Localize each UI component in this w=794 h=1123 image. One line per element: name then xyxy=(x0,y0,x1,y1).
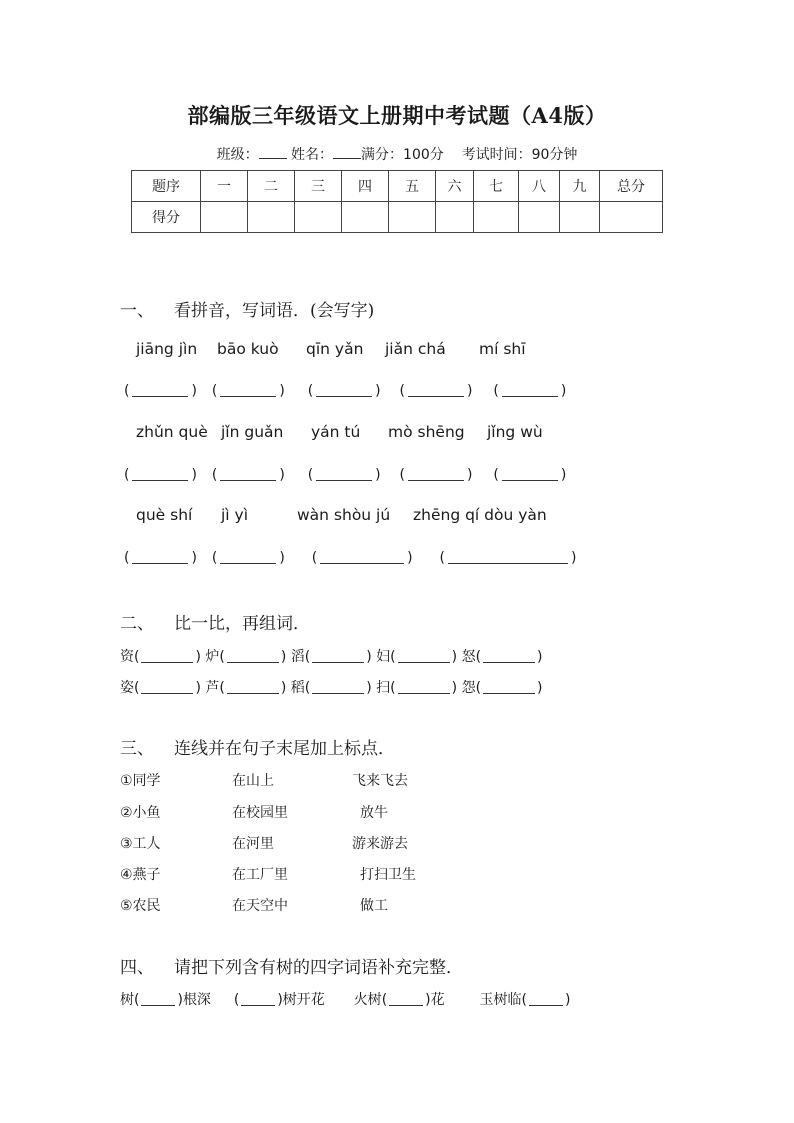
table-cell: 一 xyxy=(201,171,248,202)
idiom-item: 玉树临( ) xyxy=(479,992,571,1008)
answer-blank[interactable] xyxy=(227,648,279,663)
answer-blank[interactable]: ( ) xyxy=(399,467,473,483)
score-cell[interactable] xyxy=(436,202,474,233)
idiom-part: 火树 xyxy=(353,992,382,1008)
table-cell: 二 xyxy=(248,171,295,202)
idiom-item: 火树( )花 xyxy=(353,992,445,1008)
match-action[interactable]: 游来游去 xyxy=(352,836,408,852)
score-cell[interactable] xyxy=(519,202,560,233)
pinyin-item: wàn shòu jú xyxy=(297,506,391,524)
score-table-score-row xyxy=(132,202,663,233)
answer-blank[interactable] xyxy=(529,991,563,1006)
pinyin-item: zhǔn què xyxy=(136,423,208,441)
char: 炉 xyxy=(205,649,220,665)
answer-blank[interactable]: ( ) xyxy=(439,550,577,566)
match-action[interactable]: 做工 xyxy=(360,898,388,914)
table-cell: 五 xyxy=(389,171,436,202)
match-action[interactable]: 打扫卫生 xyxy=(360,867,416,883)
match-action[interactable]: 放牛 xyxy=(360,805,388,821)
answer-blank[interactable] xyxy=(312,648,364,663)
answer-blank[interactable] xyxy=(227,679,279,694)
section-heading: 比一比，再组词． xyxy=(174,614,310,634)
score-cell[interactable] xyxy=(600,202,663,233)
pinyin-item: jǐn guǎn xyxy=(221,423,284,441)
score-cell[interactable] xyxy=(560,202,600,233)
match-subject[interactable]: ④燕子 xyxy=(120,867,161,883)
char: 资 xyxy=(120,649,134,665)
idiom-item: ( )树开花 xyxy=(233,992,325,1008)
char: 怨 xyxy=(461,680,476,696)
table-cell: 三 xyxy=(295,171,342,202)
match-action[interactable]: 飞来飞去 xyxy=(352,773,408,789)
score-cell[interactable] xyxy=(248,202,295,233)
name-label: 姓名： xyxy=(291,147,334,163)
table-cell: 题序 xyxy=(132,171,201,202)
pinyin-item: jì yì xyxy=(221,506,249,524)
answer-blank[interactable] xyxy=(398,679,450,694)
answer-blank[interactable] xyxy=(141,679,193,694)
answer-blank[interactable]: ( ) xyxy=(493,383,567,399)
table-cell: 总分 xyxy=(600,171,663,202)
idiom-part: 花 xyxy=(430,992,445,1008)
section-heading: 请把下列含有树的四字词语补充完整． xyxy=(174,958,463,978)
score-cell[interactable] xyxy=(389,202,436,233)
pinyin-item: zhēng qí dòu yàn xyxy=(413,506,547,524)
match-place[interactable]: 在天空中 xyxy=(232,898,288,914)
section-number: 四、 xyxy=(120,958,154,978)
idiom-part: 树 xyxy=(120,992,134,1008)
score-cell[interactable] xyxy=(474,202,519,233)
answer-blank[interactable] xyxy=(483,679,535,694)
char: 稻 xyxy=(290,680,305,696)
answer-blank[interactable] xyxy=(141,648,193,663)
pinyin-item: bāo kuò xyxy=(217,340,279,358)
answer-blank[interactable] xyxy=(312,679,364,694)
pinyin-item: qīn yǎn xyxy=(306,340,364,358)
match-place[interactable]: 在工厂里 xyxy=(232,867,288,883)
table-cell: 九 xyxy=(560,171,600,202)
pinyin-item: jǐng wù xyxy=(487,423,543,441)
full-score: 满分：100分 xyxy=(361,147,444,163)
idiom-item: 树( )根深 xyxy=(120,992,211,1008)
answer-blank[interactable]: ( ) xyxy=(399,383,473,399)
score-cell[interactable] xyxy=(342,202,389,233)
section-2-title xyxy=(120,609,310,634)
answer-blank[interactable]: ( ) xyxy=(124,550,197,566)
answer-blank[interactable]: ( ) xyxy=(211,467,285,483)
table-cell: 四 xyxy=(342,171,389,202)
answer-blank[interactable]: ( ) xyxy=(307,383,381,399)
pinyin-item: jiǎn chá xyxy=(385,340,446,358)
answer-blank-row xyxy=(124,466,566,483)
char: 扫 xyxy=(376,680,391,696)
match-subject[interactable]: ③工人 xyxy=(120,836,161,852)
char: 滔 xyxy=(290,649,305,665)
exam-info xyxy=(0,144,794,164)
score-cell[interactable] xyxy=(295,202,342,233)
char: 怒 xyxy=(461,649,476,665)
answer-blank[interactable]: ( ) xyxy=(307,467,381,483)
pinyin-item: jiāng jìn xyxy=(136,340,198,358)
section-number: 三、 xyxy=(120,739,154,759)
answer-blank[interactable] xyxy=(141,991,175,1006)
match-subject[interactable]: ⑤农民 xyxy=(120,898,161,914)
match-subject[interactable]: ①同学 xyxy=(120,773,161,789)
section-heading: 看拼音，写词语．(会写字) xyxy=(174,301,375,321)
char: 芦 xyxy=(205,680,220,696)
section-number: 二、 xyxy=(120,614,154,634)
match-place[interactable]: 在校园里 xyxy=(232,805,288,821)
char: 妇 xyxy=(376,649,391,665)
answer-blank[interactable]: ( ) xyxy=(124,467,197,483)
pinyin-item: què shí xyxy=(136,506,193,524)
answer-blank[interactable]: ( ) xyxy=(311,550,413,566)
answer-blank[interactable]: ( ) xyxy=(493,467,567,483)
idiom-part: 树开花 xyxy=(282,992,325,1008)
char: 姿 xyxy=(120,680,134,696)
exam-time: 考试时间：90分钟 xyxy=(461,147,578,163)
answer-blank[interactable] xyxy=(241,991,275,1006)
compare-row-1: 资( ) 炉( ) 滔( ) 妇( ) 怒( ) xyxy=(120,649,543,665)
match-subject[interactable]: ②小鱼 xyxy=(120,805,161,821)
answer-blank-row xyxy=(124,549,576,566)
compare-row-2: 姿( ) 芦( ) 稻( ) 扫( ) 怨( ) xyxy=(120,680,543,696)
answer-blank[interactable] xyxy=(398,648,450,663)
answer-blank[interactable]: ( ) xyxy=(211,550,285,566)
class-label: 班级： xyxy=(216,147,259,163)
table-cell: 八 xyxy=(519,171,560,202)
pinyin-item: mí shī xyxy=(479,340,526,358)
score-table xyxy=(131,170,663,233)
section-4-title xyxy=(120,953,463,978)
score-cell[interactable] xyxy=(201,202,248,233)
answer-blank[interactable] xyxy=(483,648,535,663)
section-heading: 连线并在句子末尾加上标点． xyxy=(174,739,395,759)
table-cell: 得分 xyxy=(132,202,201,233)
match-place[interactable]: 在河里 xyxy=(232,836,274,852)
answer-blank[interactable]: ( ) xyxy=(211,383,285,399)
name-blank[interactable] xyxy=(333,146,361,159)
answer-blank[interactable] xyxy=(389,991,423,1006)
answer-blank[interactable]: ( ) xyxy=(124,383,197,399)
idiom-row xyxy=(120,989,570,1009)
section-number: 一、 xyxy=(120,301,154,321)
table-cell: 七 xyxy=(474,171,519,202)
idiom-part: 玉树临 xyxy=(479,992,522,1008)
match-place[interactable]: 在山上 xyxy=(232,773,274,789)
answer-blank-row xyxy=(124,382,566,399)
idiom-part: 根深 xyxy=(182,992,211,1008)
score-table-header-row xyxy=(132,171,663,202)
pinyin-item: yán tú xyxy=(311,423,361,441)
pinyin-item: mò shēng xyxy=(388,423,465,441)
table-cell: 六 xyxy=(436,171,474,202)
page-title: 部编版三年级语文上册期中考试题（A4版） xyxy=(187,103,607,128)
section-3-title xyxy=(120,734,395,759)
section-1-title xyxy=(120,296,374,321)
class-blank[interactable] xyxy=(259,146,287,159)
